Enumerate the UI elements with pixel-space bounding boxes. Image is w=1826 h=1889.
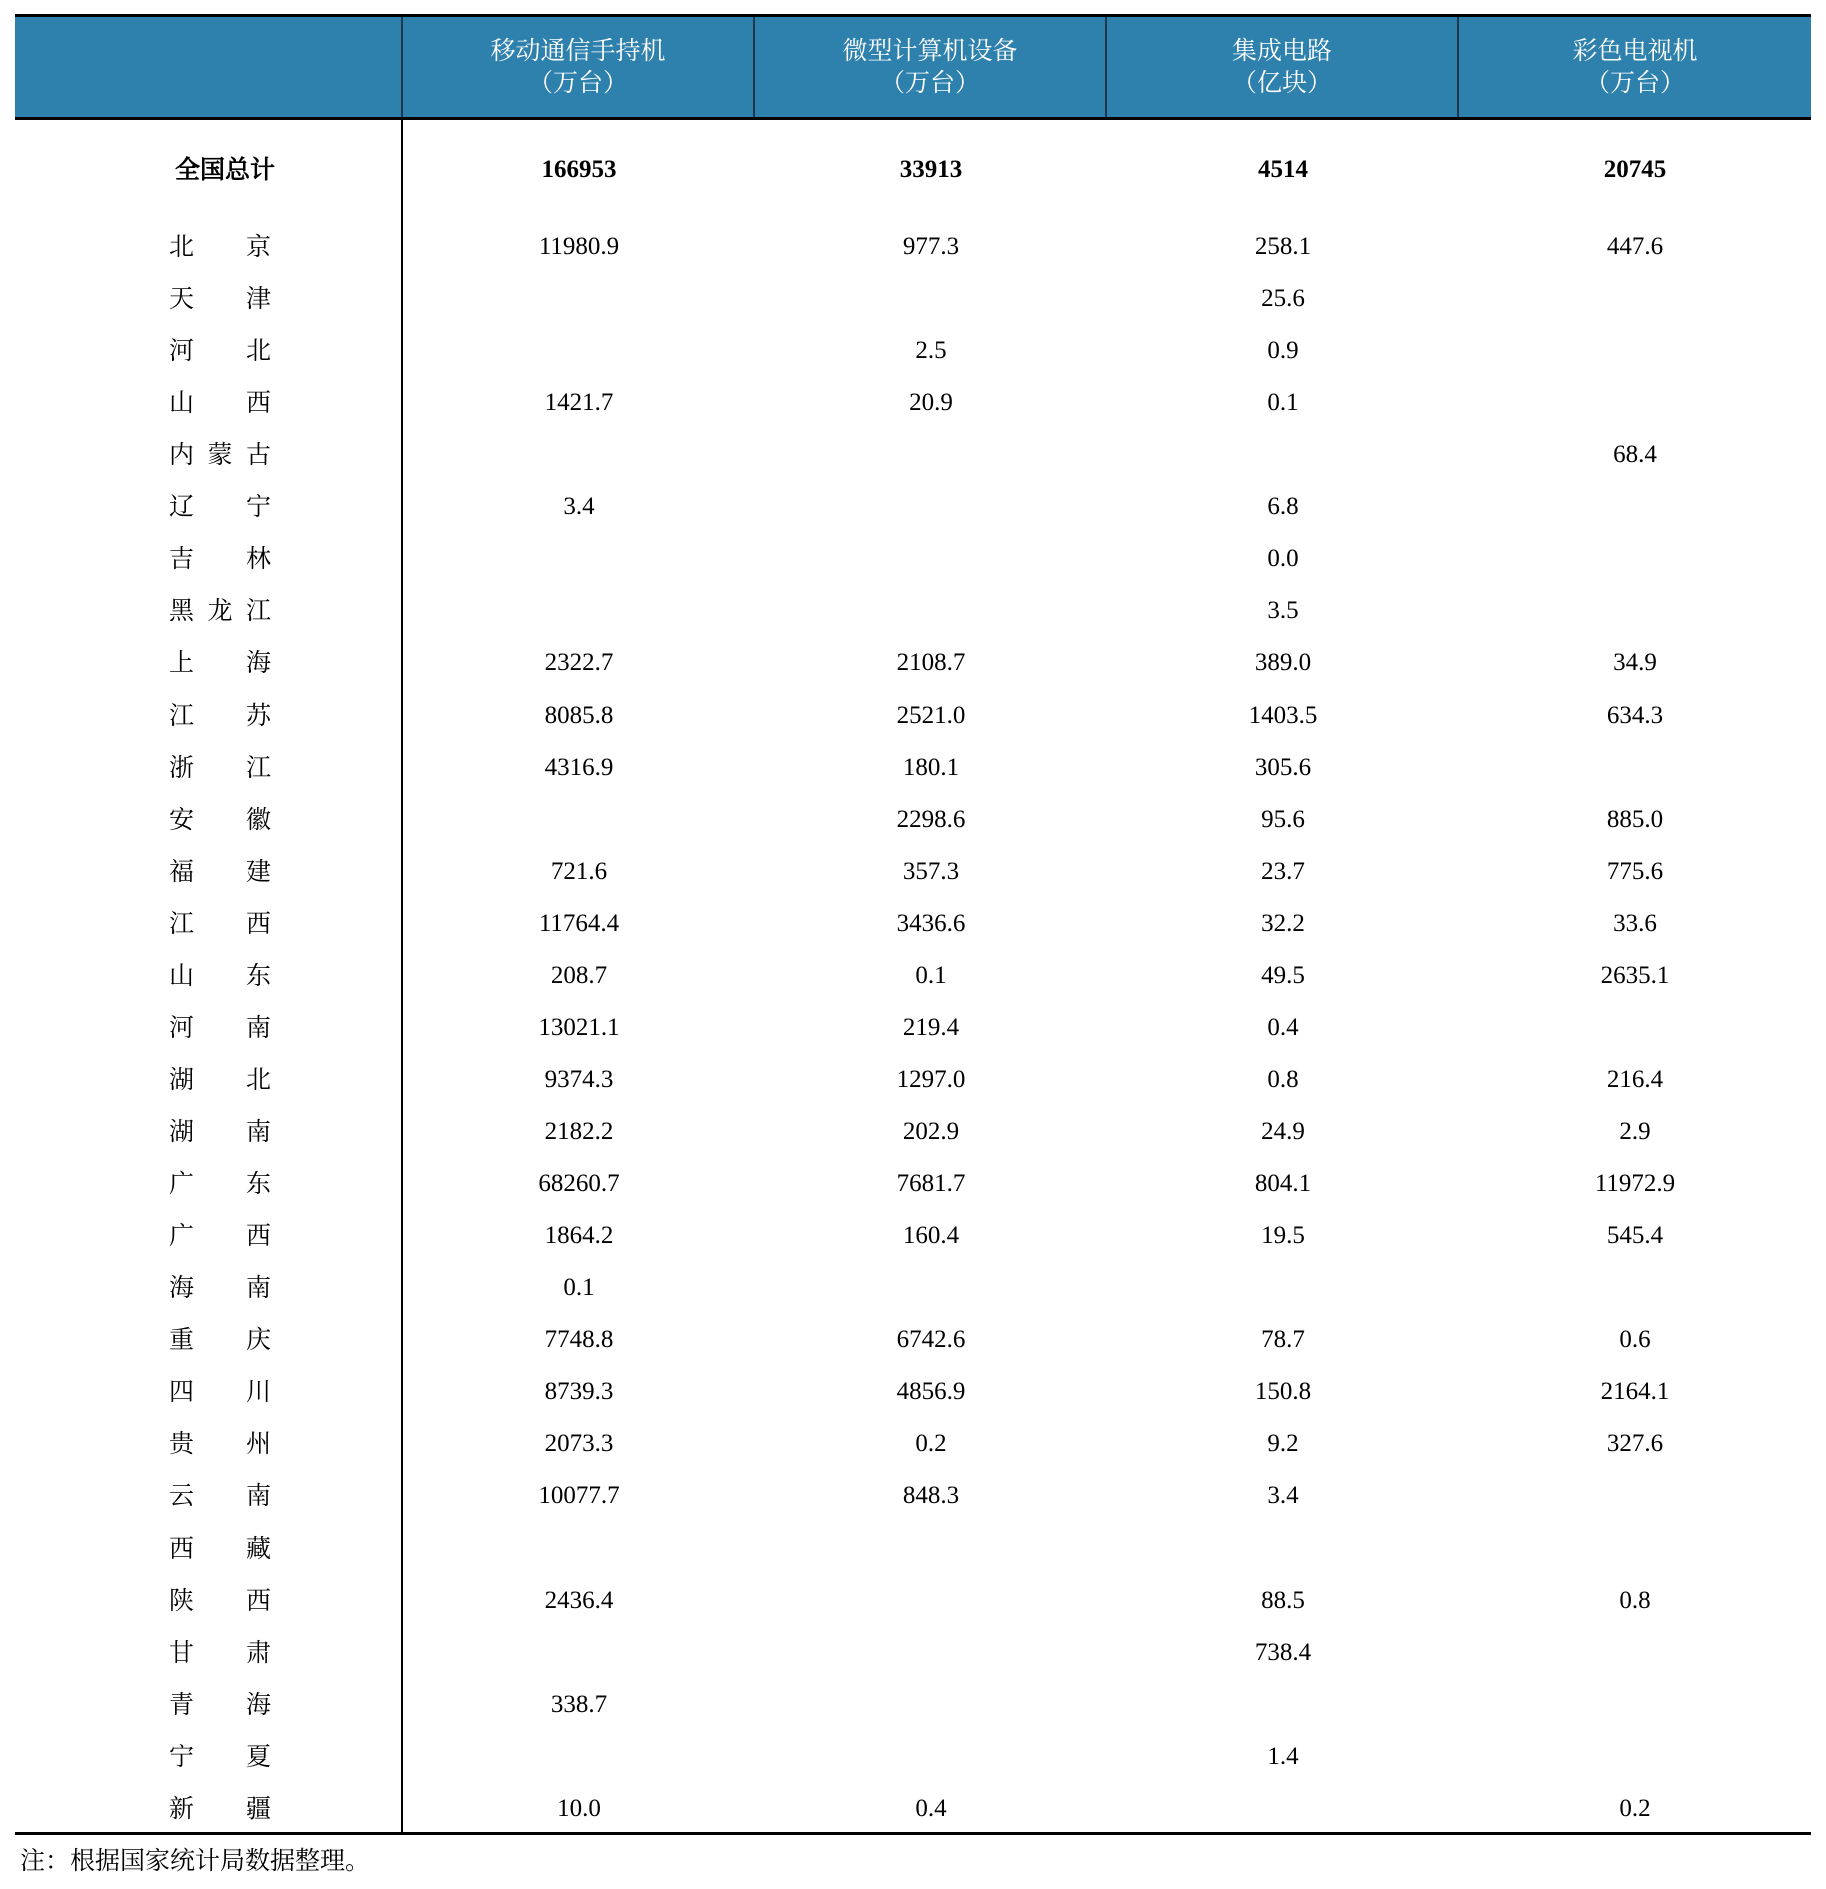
total-label: 全国总计 bbox=[174, 155, 275, 184]
table-cell: 0.1 bbox=[1267, 389, 1299, 416]
region-name: 天津 bbox=[169, 284, 271, 313]
table-cell bbox=[755, 1685, 1107, 1725]
table-row bbox=[15, 591, 1811, 631]
table-cell: 447.6 bbox=[1606, 233, 1664, 260]
table-row bbox=[15, 852, 1811, 892]
table-cell: 150.8 bbox=[1254, 1378, 1312, 1405]
table-cell: 0.2 bbox=[915, 1430, 947, 1457]
table-cell: 4856.9 bbox=[896, 1378, 966, 1405]
table-row bbox=[15, 435, 1811, 475]
region-name: 山西 bbox=[169, 388, 271, 417]
table-cell: 95.6 bbox=[1261, 806, 1305, 833]
table-cell: 2635.1 bbox=[1600, 962, 1670, 989]
table-cell: 160.4 bbox=[902, 1222, 960, 1249]
table-cell: 11764.4 bbox=[538, 910, 620, 937]
table-cell bbox=[403, 539, 755, 579]
region-name: 云南 bbox=[169, 1481, 271, 1510]
table-header-rule bbox=[15, 117, 1811, 120]
table-cell bbox=[1459, 1685, 1811, 1725]
column-header-unit: （万台） bbox=[879, 68, 980, 97]
table-cell: 2164.1 bbox=[1600, 1378, 1670, 1405]
table-cell: 68.4 bbox=[1613, 441, 1657, 468]
table-cell bbox=[1107, 435, 1459, 475]
column-header-color-tvs bbox=[1459, 17, 1811, 117]
table-row bbox=[15, 643, 1811, 683]
table-cell bbox=[403, 1633, 755, 1673]
table-cell bbox=[755, 487, 1107, 527]
table-cell bbox=[755, 1581, 1107, 1621]
table-row bbox=[15, 331, 1811, 371]
table-row bbox=[15, 1112, 1811, 1152]
region-name: 重庆 bbox=[169, 1325, 271, 1354]
table-cell: 10077.7 bbox=[538, 1482, 620, 1509]
column-header-integrated-circuits bbox=[1107, 17, 1457, 117]
total-value: 4514 bbox=[1258, 156, 1308, 183]
column-header-unit: （万台） bbox=[1584, 68, 1685, 97]
region-name: 辽宁 bbox=[169, 492, 271, 521]
table-cell: 2322.7 bbox=[544, 649, 614, 676]
region-name: 北京 bbox=[169, 232, 271, 261]
region-name: 广东 bbox=[169, 1169, 271, 1198]
table-cell: 10.0 bbox=[557, 1795, 601, 1822]
region-name: 内蒙古 bbox=[169, 440, 271, 469]
table-cell: 219.4 bbox=[902, 1014, 960, 1041]
region-name: 新疆 bbox=[169, 1794, 271, 1823]
table-cell: 8739.3 bbox=[544, 1378, 614, 1405]
table-cell bbox=[1459, 383, 1811, 423]
table-cell: 3.5 bbox=[1267, 597, 1299, 624]
table-cell bbox=[1459, 539, 1811, 579]
table-cell: 24.9 bbox=[1261, 1118, 1305, 1145]
table-cell: 389.0 bbox=[1254, 649, 1312, 676]
region-name: 福建 bbox=[169, 857, 271, 886]
table-row bbox=[15, 1476, 1811, 1516]
table-cell: 885.0 bbox=[1606, 806, 1664, 833]
table-cell: 0.9 bbox=[1267, 337, 1299, 364]
table-row bbox=[15, 1060, 1811, 1100]
table-cell bbox=[1459, 1633, 1811, 1673]
table-row bbox=[15, 1320, 1811, 1360]
table-cell bbox=[1459, 591, 1811, 631]
region-name: 广西 bbox=[169, 1221, 271, 1250]
table-cell: 6.8 bbox=[1267, 493, 1299, 520]
table-cell: 9.2 bbox=[1267, 1430, 1299, 1457]
table-cell bbox=[403, 1737, 755, 1777]
region-name: 四川 bbox=[169, 1377, 271, 1406]
total-value: 166953 bbox=[541, 156, 617, 183]
table-row bbox=[15, 1737, 1811, 1777]
table-cell: 1297.0 bbox=[896, 1066, 966, 1093]
table-cell: 357.3 bbox=[902, 858, 960, 885]
table-cell: 0.2 bbox=[1619, 1795, 1651, 1822]
table-cell: 11980.9 bbox=[538, 233, 620, 260]
table-row bbox=[15, 383, 1811, 423]
table-note: 注：根据国家统计局数据整理。 bbox=[20, 1846, 371, 1875]
table-cell: 3.4 bbox=[563, 493, 595, 520]
table-cell: 7748.8 bbox=[544, 1326, 614, 1353]
table-cell: 216.4 bbox=[1606, 1066, 1664, 1093]
table-cell: 977.3 bbox=[902, 233, 960, 260]
region-name: 西藏 bbox=[169, 1534, 271, 1563]
table-cell: 6742.6 bbox=[896, 1326, 966, 1353]
table-cell: 2298.6 bbox=[896, 806, 966, 833]
region-name: 吉林 bbox=[169, 544, 271, 573]
table-cell bbox=[1459, 1008, 1811, 1048]
table-cell: 9374.3 bbox=[544, 1066, 614, 1093]
table-cell bbox=[1107, 1685, 1459, 1725]
region-name: 青海 bbox=[169, 1690, 271, 1719]
table-cell: 32.2 bbox=[1261, 910, 1305, 937]
table-row bbox=[15, 1164, 1811, 1204]
table-cell bbox=[1459, 487, 1811, 527]
table-cell bbox=[403, 1529, 755, 1569]
table-row bbox=[15, 487, 1811, 527]
table-row bbox=[15, 1372, 1811, 1412]
total-value: 20745 bbox=[1603, 156, 1667, 183]
column-header-name: 彩色电视机 bbox=[1572, 36, 1698, 65]
region-name: 江苏 bbox=[169, 701, 271, 730]
table-row bbox=[15, 1268, 1811, 1308]
table-cell: 634.3 bbox=[1606, 702, 1664, 729]
table-cell: 3436.6 bbox=[896, 910, 966, 937]
region-name: 浙江 bbox=[169, 753, 271, 782]
table-cell: 2436.4 bbox=[544, 1587, 614, 1614]
table-row bbox=[15, 696, 1811, 736]
table-cell bbox=[755, 435, 1107, 475]
table-cell bbox=[1107, 1529, 1459, 1569]
table-cell: 68260.7 bbox=[538, 1170, 620, 1197]
table-cell: 33.6 bbox=[1613, 910, 1657, 937]
table-cell bbox=[403, 279, 755, 319]
table-row bbox=[15, 539, 1811, 579]
table-cell bbox=[755, 1633, 1107, 1673]
table-row bbox=[15, 1685, 1811, 1725]
table-cell: 19.5 bbox=[1261, 1222, 1305, 1249]
table-cell: 1864.2 bbox=[544, 1222, 614, 1249]
table-cell bbox=[1459, 279, 1811, 319]
table-bottom-rule bbox=[15, 1832, 1811, 1835]
table-row bbox=[15, 1581, 1811, 1621]
region-name: 甘肃 bbox=[169, 1638, 271, 1667]
table-cell: 1.4 bbox=[1267, 1743, 1299, 1770]
region-name: 湖北 bbox=[169, 1065, 271, 1094]
table-cell: 1421.7 bbox=[544, 389, 614, 416]
table-cell: 545.4 bbox=[1606, 1222, 1664, 1249]
table-cell: 0.1 bbox=[915, 962, 947, 989]
table-cell: 7681.7 bbox=[896, 1170, 966, 1197]
table-cell bbox=[755, 1737, 1107, 1777]
table-cell: 327.6 bbox=[1606, 1430, 1664, 1457]
table-cell bbox=[755, 1529, 1107, 1569]
column-header-mobile-phones bbox=[403, 17, 753, 117]
region-name: 上海 bbox=[169, 648, 271, 677]
table-row bbox=[15, 1789, 1811, 1829]
table-cell: 25.6 bbox=[1261, 285, 1305, 312]
table-cell: 49.5 bbox=[1261, 962, 1305, 989]
table-cell: 78.7 bbox=[1261, 1326, 1305, 1353]
table-cell: 738.4 bbox=[1254, 1639, 1312, 1666]
table-cell: 2073.3 bbox=[544, 1430, 614, 1457]
table-cell: 8085.8 bbox=[544, 702, 614, 729]
region-name: 海南 bbox=[169, 1273, 271, 1302]
table-cell: 848.3 bbox=[902, 1482, 960, 1509]
total-row bbox=[15, 150, 1811, 190]
column-header-name: 集成电路 bbox=[1231, 36, 1332, 65]
region-name: 黑龙江 bbox=[169, 596, 271, 625]
table-cell: 4316.9 bbox=[544, 754, 614, 781]
table-row bbox=[15, 956, 1811, 996]
table-cell: 721.6 bbox=[550, 858, 608, 885]
table-cell: 208.7 bbox=[550, 962, 608, 989]
region-name: 宁夏 bbox=[169, 1742, 271, 1771]
table-cell: 20.9 bbox=[909, 389, 953, 416]
region-name: 山东 bbox=[169, 961, 271, 990]
table-row bbox=[15, 1008, 1811, 1048]
table-row bbox=[15, 1424, 1811, 1464]
table-cell: 1403.5 bbox=[1248, 702, 1318, 729]
column-header-name: 微型计算机设备 bbox=[842, 36, 1018, 65]
table-cell bbox=[403, 591, 755, 631]
table-cell: 775.6 bbox=[1606, 858, 1664, 885]
table-cell bbox=[1459, 748, 1811, 788]
table-row bbox=[15, 1216, 1811, 1256]
table-cell bbox=[755, 1268, 1107, 1308]
table-cell bbox=[403, 800, 755, 840]
table-row bbox=[15, 227, 1811, 267]
table-cell bbox=[1459, 1529, 1811, 1569]
table-cell: 2.5 bbox=[915, 337, 947, 364]
table-row bbox=[15, 748, 1811, 788]
table-cell: 202.9 bbox=[902, 1118, 960, 1145]
column-header-unit: （亿块） bbox=[1231, 68, 1332, 97]
column-header-microcomputers bbox=[755, 17, 1105, 117]
table-cell: 258.1 bbox=[1254, 233, 1312, 260]
table-cell bbox=[755, 539, 1107, 579]
table-cell: 0.8 bbox=[1619, 1587, 1651, 1614]
table-cell bbox=[1459, 1737, 1811, 1777]
table-cell bbox=[1459, 1268, 1811, 1308]
region-name: 安徽 bbox=[169, 805, 271, 834]
table-cell: 0.6 bbox=[1619, 1326, 1651, 1353]
table-cell: 2521.0 bbox=[896, 702, 966, 729]
table-cell bbox=[1107, 1268, 1459, 1308]
table-cell: 0.4 bbox=[915, 1795, 947, 1822]
table-cell: 23.7 bbox=[1261, 858, 1305, 885]
table-cell: 804.1 bbox=[1254, 1170, 1312, 1197]
table-row bbox=[15, 1529, 1811, 1569]
table-cell: 2.9 bbox=[1619, 1118, 1651, 1145]
table-cell: 2108.7 bbox=[896, 649, 966, 676]
table-row bbox=[15, 800, 1811, 840]
table-cell bbox=[1459, 1476, 1811, 1516]
table-cell: 338.7 bbox=[550, 1691, 608, 1718]
table-cell bbox=[755, 591, 1107, 631]
table-cell: 305.6 bbox=[1254, 754, 1312, 781]
region-name: 湖南 bbox=[169, 1117, 271, 1146]
table-cell: 34.9 bbox=[1613, 649, 1657, 676]
region-name: 河南 bbox=[169, 1013, 271, 1042]
table-cell bbox=[755, 279, 1107, 319]
table-cell: 3.4 bbox=[1267, 1482, 1299, 1509]
table-cell bbox=[1107, 1789, 1459, 1829]
table-cell bbox=[403, 435, 755, 475]
column-header-name: 移动通信手持机 bbox=[490, 36, 666, 65]
table-row bbox=[15, 1633, 1811, 1673]
table-cell: 180.1 bbox=[902, 754, 960, 781]
table-row bbox=[15, 279, 1811, 319]
table-cell: 88.5 bbox=[1261, 1587, 1305, 1614]
table-cell bbox=[1459, 331, 1811, 371]
table-row bbox=[15, 904, 1811, 944]
column-header-unit: （万台） bbox=[527, 68, 628, 97]
region-name: 贵州 bbox=[169, 1429, 271, 1458]
table-cell bbox=[403, 331, 755, 371]
table-cell: 0.4 bbox=[1267, 1014, 1299, 1041]
table-cell: 0.1 bbox=[563, 1274, 595, 1301]
total-value: 33913 bbox=[899, 156, 963, 183]
table-cell: 11972.9 bbox=[1594, 1170, 1676, 1197]
table-cell: 0.0 bbox=[1267, 545, 1299, 572]
region-name: 江西 bbox=[169, 909, 271, 938]
region-name: 河北 bbox=[169, 336, 271, 365]
table-cell: 0.8 bbox=[1267, 1066, 1299, 1093]
region-name: 陕西 bbox=[169, 1586, 271, 1615]
table-cell: 2182.2 bbox=[544, 1118, 614, 1145]
table-cell: 13021.1 bbox=[538, 1014, 620, 1041]
